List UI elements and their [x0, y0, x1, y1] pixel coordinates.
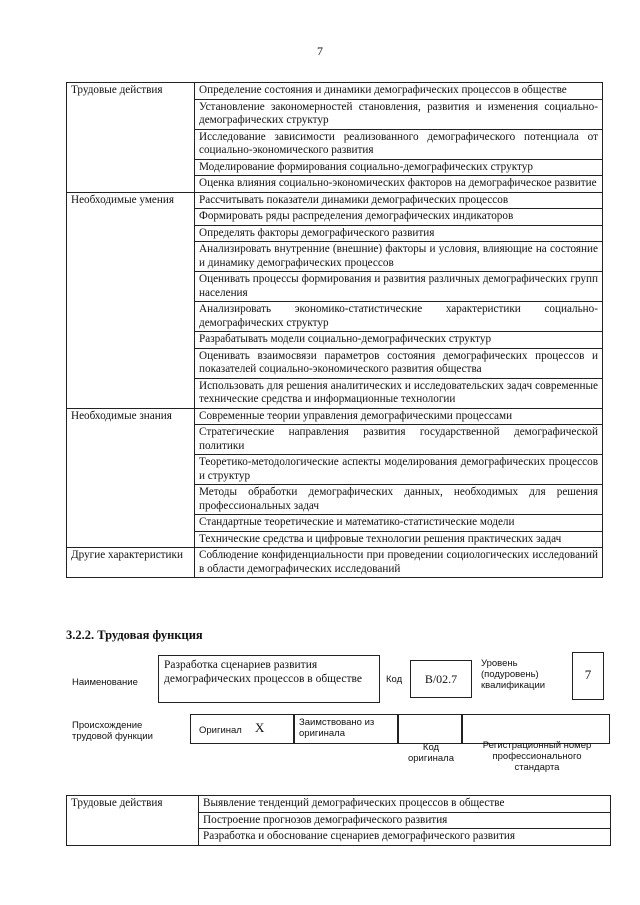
level-box [572, 652, 604, 700]
table-cell: Построение прогнозов демографического развития [199, 812, 611, 829]
table-cell: Формировать ряды распределения демографических индикаторов [195, 209, 603, 226]
origin-label: Происхождение трудовой функции [72, 720, 153, 742]
borrowed-cell [294, 714, 398, 744]
table-cell: Рассчитывать показатели динамики демографических процессов [195, 192, 603, 209]
code-original-label: Код оригинала [407, 742, 454, 764]
table-cell: Использовать для решения аналитических и исследовательских задач современные технические средства и информационные технологии [195, 378, 603, 408]
table-row [67, 192, 603, 209]
table-cell: Оценивать процессы формирования и развития различных демографических групп населения [195, 272, 603, 302]
table-cell: Стандартные теоретические и математико-статистические модели [195, 515, 603, 532]
table-cell: Исследование зависимости реализованного демографического потенциала от социально-экономического развития [195, 129, 603, 159]
labor-actions-table [66, 795, 611, 846]
row-group-label: Другие характеристики [67, 548, 195, 578]
page-number: 7 [317, 44, 323, 58]
table-cell: Определение состояния и динамики демографических процессов в обществе [195, 83, 603, 100]
table-row [67, 83, 603, 100]
original-label: Оригинал [199, 725, 242, 736]
table-cell: Технические средства и цифровые технологии решения практических задач [195, 531, 603, 548]
table-cell: Методы обработки демографических данных, необходимых для решения профессиональных задач [195, 485, 603, 515]
row-group-label: Необходимые знания [67, 408, 195, 548]
code-label: Код [386, 674, 403, 685]
borrowed-label: Заимствовано из оригинала [299, 717, 375, 739]
section-title: 3.2.2. Трудовая функция [66, 628, 203, 642]
table-cell: Теоретико-методологические аспекты моделирования демографических процессов и структур [195, 455, 603, 485]
row-group-label: Трудовые действия [67, 796, 199, 846]
table-cell: Разрабатывать модели социально-демографических структур [195, 332, 603, 349]
table-cell: Определять факторы демографического развития [195, 225, 603, 242]
table-row [67, 408, 603, 425]
level-label: Уровень (подуровень) квалификации [481, 658, 546, 691]
table-cell: Анализировать внутренние (внешние) факторы и условия, влияющие на состояние и динамику демографических процессов [195, 242, 603, 272]
table-cell: Соблюдение конфиденциальности при проведении социологических исследований в области демографических исследований [195, 548, 603, 578]
code-box [410, 660, 472, 698]
table-row [67, 796, 611, 813]
table-cell: Установление закономерностей становления, развития и изменения социально-демографических структур [195, 99, 603, 129]
table-cell: Оценивать взаимосвязи параметров состояния демографических процессов и показателей социально-экономического развития общества [195, 348, 603, 378]
level-value: 7 [584, 667, 592, 682]
reg-number-label: Регистрационный номер профессионального стандарта [482, 740, 592, 773]
table-cell: Моделирование формирования социально-демографических структур [195, 159, 603, 176]
table-cell: Анализировать экономико-статистические характеристики социально-демографических структур [195, 302, 603, 332]
table-cell: Современные теории управления демографическими процессами [195, 408, 603, 425]
name-label: Наименование [72, 677, 138, 688]
code-value: B/02.7 [424, 672, 458, 686]
row-group-label: Трудовые действия [67, 83, 195, 193]
labor-function-table [66, 82, 603, 578]
table-cell: Разработка и обоснование сценариев демографического развития [199, 829, 611, 846]
table-cell: Выявление тенденций демографических процессов в обществе [199, 796, 611, 813]
table-cell: Оценка влияния социально-экономических факторов на демографическое развитие [195, 176, 603, 193]
code-original-cell [398, 714, 462, 744]
row-group-label: Необходимые умения [67, 192, 195, 408]
original-cell [190, 714, 294, 744]
function-name-box [158, 655, 380, 703]
table-row [67, 548, 603, 578]
function-name: Разработка сценариев развития демографических процессов в обществе [164, 659, 363, 685]
original-mark: X [255, 720, 265, 735]
table-cell: Стратегические направления развития государственной демографической политики [195, 425, 603, 455]
